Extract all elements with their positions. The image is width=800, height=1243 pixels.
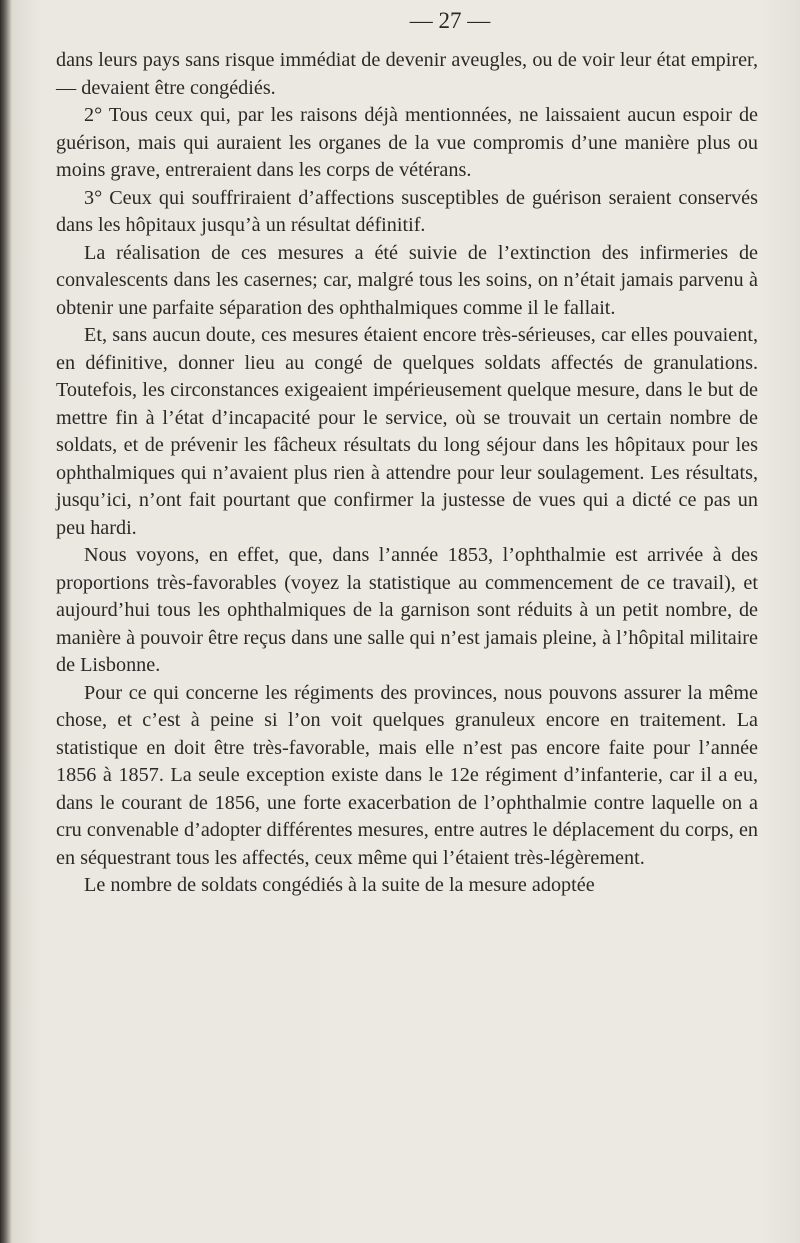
paragraph: Nous voyons, en effet, que, dans l’année 1853, l’ophthalmie est arrivée à des proportions très-favorables (voyez la statistique au commencement de ce travail), et aujourd’hui tous les ophthalmiques de la garnison sont réduits à un petit nombre, de manière à pouvoir être reçus dans une salle qui n’est jamais pleine, à l’hôpital militaire de Lisbonne. — [56, 544, 758, 676]
paragraph: La réalisation de ces mesures a été suivie de l’extinction des infirmeries de convalescents dans les casernes; car, malgré tous les soins, on n’était jamais parvenu à obtenir une parfaite séparation des ophthalmiques comme il le fallait. — [56, 241, 758, 319]
page-number: — 27 — — [409, 8, 491, 33]
binding-shadow — [0, 0, 12, 1243]
body-text — [56, 47, 758, 900]
paragraph: dans leurs pays sans risque immédiat de devenir aveugles, ou de voir leur état empirer, — devaient être congédiés. — [56, 49, 758, 99]
paragraph: 2° Tous ceux qui, par les raisons déjà mentionnées, ne laissaient aucun espoir de guérison, mais qui auraient les organes de la vue compromis d’une manière plus ou moins grave, entreraient dans les corps de vétérans. — [56, 104, 758, 181]
paragraph: Pour ce qui concerne les régiments des provinces, nous pouvons assurer la même chose, et c’est à peine si l’on voit quelques granuleux encore en traitement. La statistique en doit être très-favorable, mais elle n’est pas encore faite pour l’année 1856 à 1857. La seule exception existe dans le 12e régiment d’infanterie, car il a eu, dans le courant de 1856, une forte exacerbation de l’ophthalmie contre laquelle on a cru convenable d’adopter différentes mesures, entre autres le déplacement du corps, en en séquestrant tous les affectés, ceux même qui l’étaient très-légèrement. — [56, 681, 758, 869]
paragraph: 3° Ceux qui souffriraient d’affections susceptibles de guérison seraient conservés dans les hôpitaux jusqu’à un résultat définitif. — [56, 186, 758, 236]
paragraph: Le nombre de soldats congédiés à la suite de la mesure adoptée — [84, 874, 595, 896]
paragraph: Et, sans aucun doute, ces mesures étaient encore très-sérieuses, car elles pouvaient, en définitive, donner lieu au congé de quelques soldats affectés de granulations. Toutefois, les circonstances exigeaient impérieusement quelque mesure, dans le but de mettre fin à l’état d’incapacité pour le service, où se trouvait un certain nombre de soldats, et de prévenir les fâcheux résultats du long séjour dans les hôpitaux pour les ophthalmiques qui n’avaient plus rien à attendre pour leur soulagement. Les résultats, jusqu’ici, n’ont fait pourtant que confirmer la justesse de vues qui a dicté ce pas un peu hardi. — [56, 324, 758, 539]
